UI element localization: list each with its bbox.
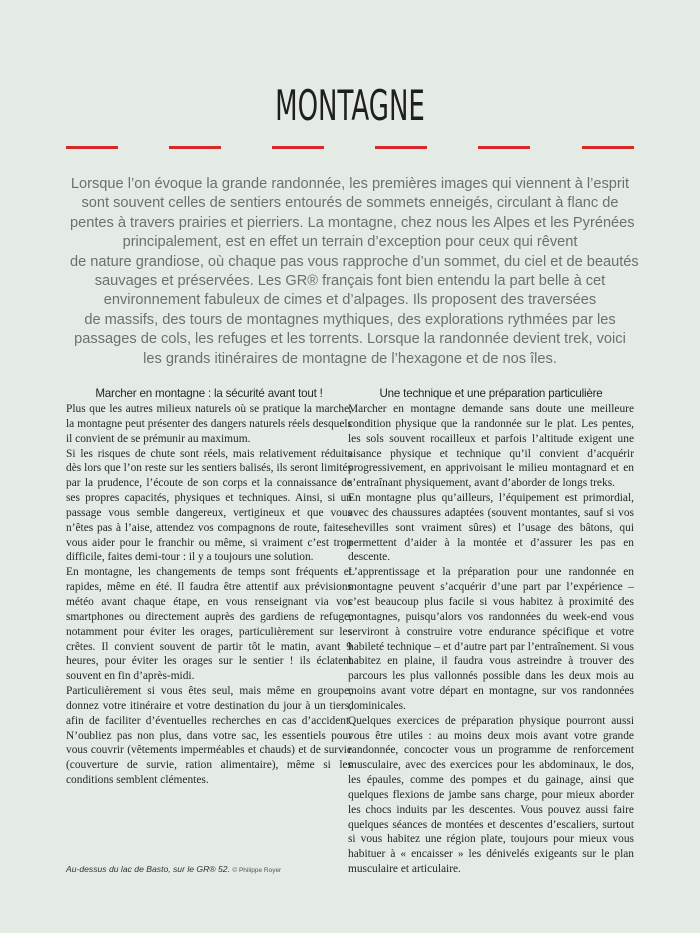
divider-dash [169, 146, 221, 149]
divider-dash [375, 146, 427, 149]
intro-line: de massifs, des tours de montagnes mythiques, des explorations rythmées par les [84, 311, 616, 328]
right-paragraph: Quelques exercices de préparation physique pourront aussi vous être utiles : au moins deux mois avant votre grande randonnée, concocter vous un programme de renforcement musculaire, avec des exercices pour les abdominaux, le dos, les épaules, comme des pompes et du gainage, ainsi que quelques flexions de jambe sans charge, pour mieux aborder les chocs induits par les descentes. Vous pouvez aussi faire quelques séances de montées et descentes d’escaliers, surtout si vous habitez une région plate, toujours pour mieux vous habituer à « encaisser » les dénivelés exigeants sur le plan musculaire et articulaire. [348, 714, 634, 876]
divider-dash [478, 146, 530, 149]
intro-line: de nature grandiose, où chaque pas vous rapproche d’un sommet, du ciel et de beautés [70, 253, 639, 270]
intro-line: sauvages et préservées. Les GR® français font bien entendu la part belle à cet [94, 273, 606, 290]
left-paragraph: Plus que les autres milieux naturels où se pratique la marche, la montagne peut présenter des dangers naturels réels desquels il convient de se prémunir au maximum. [66, 403, 352, 445]
divider-dash [582, 146, 634, 149]
page-title: MONTAGNE [275, 81, 425, 130]
intro-line: pentes à travers prairies et pierriers. La montagne, chez nous les Alpes et les Pyrénées [70, 214, 635, 231]
left-paragraph: Particulièrement si vous êtes seul, mais même en groupe, donnez votre itinéraire et votre destination du jour à un tiers, afin de faciliter d’éventuelles recherches en cas d’accident. N’oubliez pas non plus, dans votre sac, les essentiels pour vous couvrir (vêtements imperméables et chauds) et de survie (couverture de survie, ration alimentaire), même si les conditions semblent clémentes. [66, 685, 352, 787]
left-column-heading: Marcher en montagne : la sécurité avant tout ! [95, 387, 323, 400]
right-paragraph: Marcher en montagne demande sans doute une meilleure condition physique que la randonnée sur le plat. Les pentes, les sols souvent rocailleux et parfois l’altitude exigent une aisance physique et technique qu’il convient d’acquérir progressivement, en apprivoisant le milieu montagnard et en s’entraînant physiquement, avant d’aborder de longs treks. [348, 403, 634, 490]
right-paragraph: L’apprentissage et la préparation pour une randonnée en montagne peuvent s’acquérir d’une part par l’expérience – c’est beaucoup plus facile si vous habitez à proximité des montagnes, puisqu’alors vos randonnées du week-end vous serviront à construire votre endurance spécifique et votre habileté technique – et d’autre part par l’entraînement. Si vous habitez en plaine, il faudra vous astreindre à trouver des parcours les plus vallonnés possible dans les deux mois au moins avant votre départ en montagne, sur vos randonnées dominicales. [348, 566, 634, 712]
left-paragraph: Si les risques de chute sont réels, mais relativement réduits dès lors que l’on reste sur les sentiers balisés, ils seront limités par la prudence, l’écoute de son corps et la connaissance de ses propres capacités, physiques et techniques. Ainsi, si un passage vous semble dangereux, vertigineux et que vous n’êtes pas à l’aise, attendez vos compagnons de route, faites-vous aider pour le franchir ou même, si vraiment c’est trop difficile, faites demi-tour : il y a toujours une solution. [66, 447, 352, 564]
right-column-heading: Une technique et une préparation particulière [379, 387, 603, 400]
intro-line: passages de cols, les refuges et les torrents. Lorsque la randonnée devient trek, voici [74, 331, 626, 348]
title-divider [66, 146, 634, 149]
intro-line: principalement, est en effet un terrain d’exception pour ceux qui rêvent [122, 234, 578, 251]
intro-text [70, 175, 639, 369]
left-column [66, 386, 352, 788]
divider-dash [272, 146, 324, 149]
divider-dash [66, 146, 118, 149]
right-paragraph: En montagne plus qu’ailleurs, l’équipement est primordial, avec des chaussures adaptées (souvent montantes, sauf si vos chevilles sont vraiment sûres) et l’usage des bâtons, qui permettent d’aider à la montée et d’assurer les pas en descente. [348, 492, 634, 564]
intro-line: environnement fabuleux de cimes et d’alpages. Ils proposent des traversées [103, 292, 597, 309]
intro-line: Lorsque l’on évoque la grande randonnée, les premières images qui viennent à l’esprit [70, 176, 630, 192]
intro-line: les grands itinéraires de montagne de l’hexagone et de nos îles. [143, 350, 557, 367]
intro-line: sont souvent celles de sentiers entourés de sommets enneigés, circulant à flanc de [81, 195, 619, 212]
photo-caption [66, 864, 281, 874]
photo-credit: © Philippe Royer [232, 867, 282, 874]
caption-text: Au-dessus du lac de Basto, sur le GR® 52. [66, 864, 230, 874]
left-paragraph: En montagne, les changements de temps sont fréquents et rapides, même en été. Il faudra être attentif aux prévisions météo avant chaque étape, en vous renseignant via vos smartphones ou directement auprès des gardiens de refuge, notamment pour éviter les orages, particulièrement sur les crêtes. Il convient souvent de partir tôt le matin, avant 9 heures, pour éviter les orages sur le sentier ! ils éclatent souvent en fin d’après-midi. [66, 566, 352, 683]
right-column [348, 386, 634, 877]
